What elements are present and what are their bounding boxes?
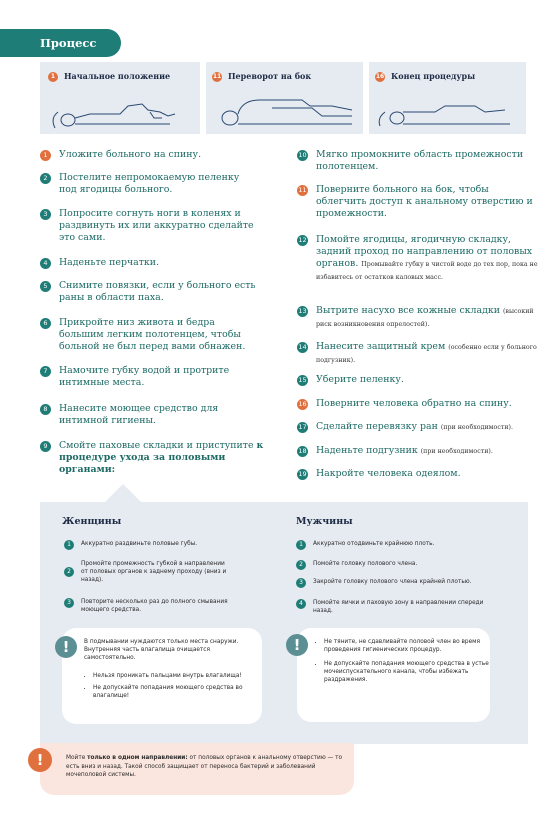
warning-item: • Не тяните, не сдавливайте половой член во время проведения гигиенических процедур. — [324, 638, 494, 654]
warning-item: • Нельзя проникать пальцами внутрь влагалища! — [93, 672, 261, 680]
substep-number: 2 — [296, 560, 306, 570]
women-warning-box — [62, 628, 262, 724]
step-text: Прикройте низ живота и бедра большим легким полотенцем, чтобы больной не был перед вами обнажен. — [59, 317, 246, 352]
women-warning-list — [84, 672, 261, 700]
step-number: 2 — [40, 173, 51, 184]
exclamation-icon: ! — [286, 634, 308, 656]
step-number: 18 — [298, 447, 307, 455]
panel-number: 16 — [375, 73, 385, 80]
step-text: Вытрите насухо все кожные складки (высокий риск возникновения опрелостей). — [316, 305, 534, 328]
women-title: Женщины — [62, 516, 122, 527]
step-number: 7 — [40, 366, 51, 377]
step-text: Помойте ягодицы, ягодичную складку, задний проход по направлению от половых органов. Промывайте губку в чистой воде до тех пор, пока не избавитесь от остатков каловых масс. — [316, 234, 538, 281]
step-number: 1 — [40, 150, 51, 161]
step-text: Нанесите моющее средство для интимной гигиены. — [59, 403, 219, 426]
men-warning-box — [297, 628, 490, 722]
step-text: Мягко промокните область промежности полотенцем. — [316, 149, 524, 172]
step-number: 8 — [40, 404, 51, 415]
warning-item: • Не допускайте попадания моющего средства в устье мочеиспускательного канала, чтобы избежать раздражения. — [324, 660, 494, 684]
step-number: 17 — [298, 423, 307, 431]
step-number: 10 — [298, 151, 307, 159]
step-number: 14 — [298, 343, 307, 351]
step-text: Намочите губку водой и протрите интимные места. — [59, 365, 230, 388]
substep-number: 3 — [64, 598, 74, 608]
substep-text: Помойте яички и паховую зону в направлении спереди назад. — [313, 600, 484, 614]
substep-number: 3 — [296, 578, 306, 588]
panel-start-position — [40, 62, 200, 134]
substep-number: 4 — [296, 599, 306, 609]
step-note: (особенно если у больного подгузник). — [316, 344, 537, 364]
substep-text: Повторите несколько раз до полного смывания моющего средства. — [81, 599, 228, 613]
step-text: Наденьте перчатки. — [59, 257, 160, 268]
substep-text: Промойте промежность губкой в направлении от половых органов к заднему проходу (вниз и назад). — [81, 561, 227, 583]
step-number: 5 — [40, 281, 51, 292]
warning-item: • Не допускайте попадания моющего средства во влагалище! — [93, 684, 261, 700]
panel-number: 1 — [48, 72, 58, 82]
step-note: (при необходимости). — [440, 424, 514, 431]
step-number: 16 — [298, 400, 307, 408]
step-text: Поверните больного на бок, чтобы облегчить доступ к анальному отверстию и промежности. — [316, 184, 533, 219]
step-text: Смойте паховые складки и приступите к процедуре ухода за половыми органами: — [59, 440, 264, 475]
patient-lying-illustration — [50, 98, 195, 132]
panel-number: 11 — [212, 73, 222, 80]
step-number: 6 — [40, 318, 51, 329]
step-text: Поверните человека обратно на спину. — [316, 398, 512, 409]
step-note: (при необходимости). — [420, 448, 493, 455]
substep-number: 2 — [64, 567, 74, 577]
substep-text: Помойте головку полового члена. — [313, 561, 418, 567]
step-number: 4 — [40, 258, 51, 269]
step-number: 13 — [298, 307, 307, 315]
step-number: 15 — [298, 376, 307, 384]
step-number: 19 — [298, 470, 307, 478]
substep-number: 1 — [296, 540, 306, 550]
step-text: Уберите пеленку. — [316, 374, 404, 385]
bottom-warning-box — [40, 743, 354, 795]
panel-turn-side — [206, 62, 363, 134]
step-note: (высокий риск возникновения опрелостей). — [316, 308, 534, 328]
step-text: Накройте человека одеялом. — [316, 468, 461, 479]
substep-number: 1 — [64, 540, 74, 550]
step-text: Сделайте перевязку ран (при необходимости). — [316, 421, 514, 432]
step-text: Уложите больного на спину. — [59, 149, 202, 160]
step-text: Наденьте подгузник (при необходимости). — [316, 445, 493, 456]
exclamation-icon: ! — [55, 636, 77, 658]
substep-text: Закройте головку полового члена крайней плотью. — [313, 579, 472, 585]
step-number: 3 — [40, 209, 51, 220]
step-text: Нанесите защитный крем (особенно если у больного подгузник). — [316, 341, 537, 364]
step-number: 12 — [298, 236, 307, 244]
exclamation-icon: ! — [28, 748, 52, 772]
men-warning-list — [315, 638, 494, 684]
substep-text: Аккуратно отодвиньте крайнюю плоть. — [313, 541, 435, 547]
patient-side-illustration — [212, 96, 357, 132]
section-title: Процесс — [0, 29, 121, 57]
panel-title: Переворот на бок — [228, 71, 312, 81]
step-text: Попросите согнуть ноги в коленях и раздвинуть их или аккуратно сделайте это сами. — [59, 208, 254, 243]
step-number: 9 — [40, 441, 51, 452]
panel-end — [369, 62, 526, 134]
step-text: Постелите непромокаемую пеленку под ягодицы больного. — [59, 172, 240, 195]
women-warning-lead: В подмывании нуждаются только места снаружи. Внутренняя часть влагалища очищается самостоятельно. — [84, 639, 239, 661]
step-note: Промывайте губку в чистой воде до тех пор, пока не избавитесь от остатков каловых масс. — [316, 261, 538, 281]
patient-covered-illustration — [375, 98, 520, 132]
bottom-warning-text: Мойте только в одном направлении: от половых органов к анальному отверстию — то есть вниз и назад. Такой способ защищает от переноса бактерий и заболеваний мочеполовой системы. — [66, 755, 343, 779]
substep-text: Аккуратно раздвиньте половые губы. — [81, 541, 198, 547]
men-title: Мужчины — [296, 516, 353, 527]
panel-title: Конец процедуры — [391, 71, 476, 81]
step-number: 11 — [298, 186, 307, 194]
panel-title: Начальное положение — [64, 71, 171, 81]
step-text: Снимите повязки, если у больного есть раны в области паха. — [59, 280, 256, 303]
